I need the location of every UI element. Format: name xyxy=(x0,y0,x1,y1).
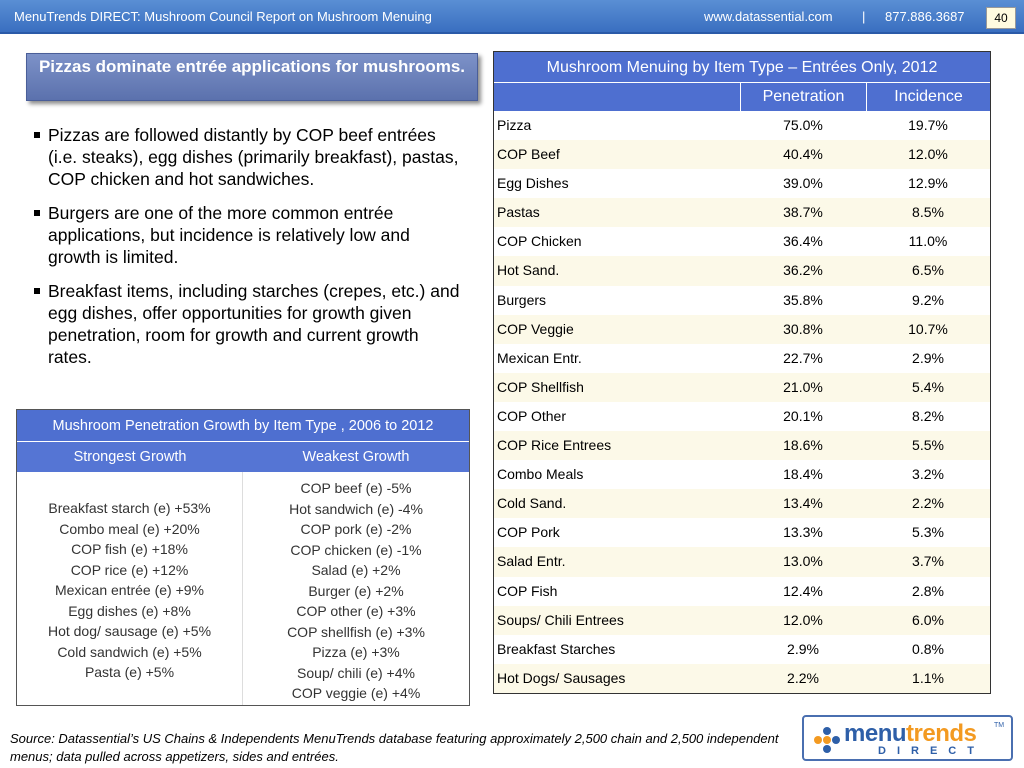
header-separator: | xyxy=(862,9,866,24)
strongest-growth-column xyxy=(17,472,243,705)
bullet-list xyxy=(34,124,464,380)
table-row xyxy=(494,344,990,373)
header-bar xyxy=(0,0,1024,34)
item-cell: Hot Sand. xyxy=(497,262,560,279)
table-row xyxy=(494,315,990,344)
growth-table xyxy=(16,409,470,706)
incidence-cell: 8.5% xyxy=(912,204,944,221)
incidence-cell: 5.3% xyxy=(912,524,944,541)
penetration-cell: 40.4% xyxy=(783,146,823,163)
growth-entry: COP rice (e) +12% xyxy=(70,561,189,578)
weakest-growth-column xyxy=(243,472,469,705)
penetration-cell: 2.9% xyxy=(787,640,819,657)
penetration-cell: 12.0% xyxy=(783,611,823,628)
penetration-cell: 38.7% xyxy=(783,204,823,221)
growth-entry: Pasta (e) +5% xyxy=(84,664,175,680)
table-row xyxy=(494,606,990,635)
bullet-item xyxy=(34,280,464,368)
source-note: Source: Datassential’s US Chains & Independents MenuTrends database featuring approximately 2,500 chain and 2,500 independent menus; data pulled across appetizers, sides and entrées. xyxy=(10,731,779,764)
item-cell: Burgers xyxy=(497,291,547,308)
logo-dots-icon xyxy=(814,727,840,753)
table-row xyxy=(494,518,990,547)
penetration-cell: 13.3% xyxy=(783,524,823,541)
growth-entry: COP other (e) +3% xyxy=(296,603,416,619)
incidence-cell: 5.4% xyxy=(912,378,944,395)
incidence-cell: 3.2% xyxy=(912,466,944,483)
logo-trademark: TM xyxy=(994,722,1005,729)
table-row xyxy=(494,460,990,489)
logo-wordmark xyxy=(844,720,976,748)
item-cell: COP Other xyxy=(497,407,566,424)
growth-entry: Cold sandwich (e) +5% xyxy=(57,643,202,660)
incidence-cell: 6.0% xyxy=(912,611,944,628)
bullet-item xyxy=(34,202,464,268)
growth-entry: COP pork (e) -2% xyxy=(300,521,412,537)
table-row xyxy=(494,256,990,285)
item-cell: COP Fish xyxy=(497,582,558,599)
growth-entry: Hot dog/ sausage (e) +5% xyxy=(47,623,212,639)
item-header-blank xyxy=(494,83,740,111)
incidence-cell: 8.2% xyxy=(912,407,944,424)
item-cell: Salad Entr. xyxy=(497,553,566,570)
penetration-cell: 39.0% xyxy=(783,175,823,192)
incidence-cell: 6.5% xyxy=(912,262,944,279)
table-row xyxy=(494,577,990,606)
website-link[interactable]: www.datassential.com xyxy=(704,9,833,24)
growth-table-title: Mushroom Penetration Growth by Item Type , 2006 to 2012 xyxy=(17,410,469,442)
bullet-square-icon xyxy=(34,132,40,138)
menuing-table xyxy=(493,51,991,694)
penetration-cell: 20.1% xyxy=(783,407,823,424)
table-row xyxy=(494,198,990,227)
penetration-cell: 18.4% xyxy=(783,466,823,483)
weakest-growth-header: Weakest Growth xyxy=(302,449,410,465)
report-title: MenuTrends DIRECT: Mushroom Council Report on Mushroom Menuing xyxy=(14,9,432,24)
table-row xyxy=(494,635,990,664)
item-cell: COP Beef xyxy=(497,146,560,163)
incidence-cell: 11.0% xyxy=(908,233,948,250)
penetration-cell: 22.7% xyxy=(783,349,823,366)
growth-table-body xyxy=(17,472,469,705)
table-row xyxy=(494,227,990,256)
penetration-header: Penetration xyxy=(740,83,866,111)
table-row xyxy=(494,373,990,402)
menuing-table-body xyxy=(494,111,990,693)
penetration-cell: 75.0% xyxy=(783,117,823,133)
growth-entry: COP shellfish (e) +3% xyxy=(287,623,425,640)
table-row xyxy=(494,111,990,140)
item-cell: Mexican Entr. xyxy=(497,349,582,366)
penetration-cell: 35.8% xyxy=(783,291,823,308)
item-cell: Cold Sand. xyxy=(497,495,567,512)
phone-number: 877.886.3687 xyxy=(885,9,965,24)
growth-entry: Hot sandwich (e) -4% xyxy=(289,500,423,517)
growth-entry: COP fish (e) +18% xyxy=(71,541,188,557)
logo-word-trends: trends xyxy=(906,720,977,747)
penetration-cell: 12.4% xyxy=(783,582,823,599)
item-cell: COP Chicken xyxy=(497,233,582,250)
penetration-cell: 18.6% xyxy=(783,437,823,454)
table-row xyxy=(494,140,990,169)
growth-entry: Soup/ chili (e) +4% xyxy=(297,664,415,681)
incidence-cell: 2.9% xyxy=(912,349,944,366)
incidence-cell: 12.9% xyxy=(908,175,948,192)
item-cell: COP Shellfish xyxy=(497,378,584,395)
item-cell: Pastas xyxy=(497,204,540,221)
item-cell: COP Pork xyxy=(497,524,560,541)
item-cell: Breakfast Starches xyxy=(497,640,616,657)
penetration-cell: 13.0% xyxy=(783,553,823,570)
growth-entry: Pizza (e) +3% xyxy=(312,644,400,660)
logo-subtitle: DIRECT xyxy=(878,745,985,757)
incidence-cell: 12.0% xyxy=(908,146,948,163)
incidence-cell: 2.8% xyxy=(912,582,944,599)
menutrends-logo xyxy=(802,715,1013,761)
bullet-item xyxy=(34,124,464,190)
growth-entry: Salad (e) +2% xyxy=(311,562,401,578)
growth-entry: Breakfast starch (e) +53% xyxy=(48,500,211,516)
penetration-cell: 2.2% xyxy=(787,669,819,686)
growth-entry: Egg dishes (e) +8% xyxy=(68,602,191,619)
growth-entry: Burger (e) +2% xyxy=(308,582,404,599)
bullet-square-icon xyxy=(34,288,40,294)
incidence-cell: 19.7% xyxy=(908,117,948,133)
item-cell: Combo Meals xyxy=(497,466,584,483)
table-row xyxy=(494,431,990,460)
menuing-table-title: Mushroom Menuing by Item Type – Entrées Only, 2012 xyxy=(494,52,990,83)
growth-entry: COP beef (e) -5% xyxy=(300,480,412,496)
item-cell: COP Veggie xyxy=(497,320,574,337)
item-cell: Egg Dishes xyxy=(497,175,569,192)
table-row xyxy=(494,547,990,576)
strongest-growth-header: Strongest Growth xyxy=(73,449,187,465)
growth-entry: COP veggie (e) +4% xyxy=(291,685,421,701)
table-row xyxy=(494,664,990,693)
growth-entry: Mexican entrée (e) +9% xyxy=(54,582,205,598)
bullet-text: Burgers are one of the more common entrée applications, but incidence is relatively low and growth is limited. xyxy=(48,203,410,267)
bullet-text: Breakfast items, including starches (crepes, etc.) and egg dishes, offer opportunities for growth given penetration, room for growth and current growth rates. xyxy=(48,281,460,367)
penetration-cell: 30.8% xyxy=(783,320,823,337)
logo-word-menu: menu xyxy=(844,720,907,747)
table-row xyxy=(494,489,990,518)
page-number: 40 xyxy=(986,7,1016,29)
growth-entry: Combo meal (e) +20% xyxy=(59,520,200,537)
penetration-cell: 21.0% xyxy=(783,378,823,395)
bullet-square-icon xyxy=(34,210,40,216)
growth-entry: COP chicken (e) -1% xyxy=(290,541,422,558)
incidence-cell: 9.2% xyxy=(912,291,944,308)
incidence-cell: 1.1% xyxy=(912,669,944,686)
incidence-cell: 3.7% xyxy=(912,553,944,570)
headline-box: Pizzas dominate entrée applications for mushrooms. xyxy=(26,53,478,101)
incidence-cell: 5.5% xyxy=(912,437,944,454)
growth-table-header xyxy=(17,442,469,472)
item-cell: Pizza xyxy=(497,117,532,133)
menuing-table-header xyxy=(494,83,990,111)
incidence-cell: 0.8% xyxy=(912,640,944,657)
penetration-cell: 36.2% xyxy=(783,262,823,279)
item-cell: Soups/ Chili Entrees xyxy=(497,611,624,628)
penetration-cell: 13.4% xyxy=(783,495,823,512)
table-row xyxy=(494,286,990,315)
bullet-text: Pizzas are followed distantly by COP beef entrées (i.e. steaks), egg dishes (primarily breakfast), pastas, COP chicken and hot sandwiches. xyxy=(48,125,459,189)
incidence-cell: 2.2% xyxy=(912,495,944,512)
penetration-cell: 36.4% xyxy=(783,233,823,250)
item-cell: Hot Dogs/ Sausages xyxy=(497,669,626,686)
item-cell: COP Rice Entrees xyxy=(497,437,612,454)
table-row xyxy=(494,402,990,431)
incidence-cell: 10.7% xyxy=(908,320,948,337)
table-row xyxy=(494,169,990,198)
incidence-header: Incidence xyxy=(866,83,990,111)
